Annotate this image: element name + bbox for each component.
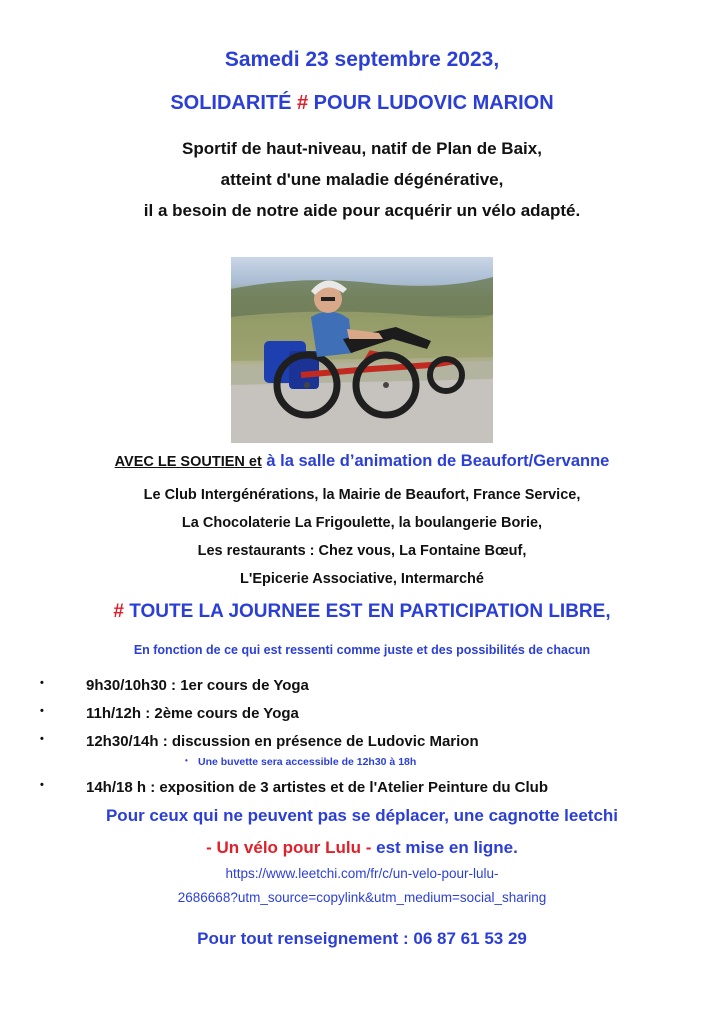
bullet-icon: • <box>40 733 44 745</box>
bullet-icon: • <box>40 779 44 791</box>
contact-line: Pour tout renseignement : 06 87 61 53 29 <box>197 929 527 948</box>
program-item-text: 14h/18 h : exposition de 3 artistes et de l'Atelier Peinture du Club <box>86 779 549 796</box>
title-suffix: POUR LUDOVIC MARION <box>308 92 554 114</box>
leetchi-campaign <box>0 838 724 858</box>
venue-text: à la salle d’animation de Beaufort/Gervanne <box>261 452 610 470</box>
sponsor-line: L'Epicerie Associative, Intermarché <box>240 571 484 587</box>
page-title <box>0 92 724 115</box>
participation-heading <box>0 601 724 623</box>
bullet-icon: • <box>40 705 44 717</box>
intro-line: il a besoin de notre aide pour acquérir un vélo adapté. <box>143 201 581 220</box>
bullet-icon: • <box>40 677 44 689</box>
sponsor-line: Le Club Intergénérations, la Mairie de Beaufort, France Service, <box>143 487 581 503</box>
event-date: Samedi 23 septembre 2023, <box>224 48 500 71</box>
program-item-text: 9h30/10h30 : 1er cours de Yoga <box>86 677 309 694</box>
cyclist-illustration <box>231 257 493 443</box>
leetchi-link[interactable]: 2686668?utm_source=copylink&utm_medium=social_sharing <box>177 890 547 905</box>
support-label: AVEC LE SOUTIEN et <box>114 454 262 470</box>
support-line <box>0 452 724 471</box>
intro-line: Sportif de haut-niveau, natif de Plan de Baix, <box>182 139 542 158</box>
sponsor-line: Les restaurants : Chez vous, La Fontaine Bœuf, <box>197 543 527 559</box>
sponsor-line: La Chocolaterie La Frigoulette, la boulangerie Borie, <box>181 515 543 531</box>
program-item-text: 11h/12h : 2ème cours de Yoga <box>86 705 299 722</box>
participation-subtitle: En fonction de ce qui est ressenti comme juste et des possibilités de chacun <box>133 643 591 657</box>
participation-title: TOUTE LA JOURNEE EST EN PARTICIPATION LIBRE, <box>123 601 611 622</box>
bullet-icon: • <box>185 756 188 765</box>
recumbent-trike-photo <box>231 257 493 443</box>
campaign-suffix: est mise en ligne. <box>371 838 518 857</box>
program-item-text: 12h30/14h : discussion en présence de Ludovic Marion <box>86 733 479 750</box>
intro-line: atteint d'une maladie dégénérative, <box>220 170 504 189</box>
leetchi-intro: Pour ceux qui ne peuvent pas se déplacer, une cagnotte leetchi <box>105 806 619 825</box>
leetchi-link[interactable]: https://www.leetchi.com/fr/c/un-velo-pour-lulu- <box>225 866 499 881</box>
program-sub-item-text: Une buvette sera accessible de 12h30 à 18h <box>198 756 417 768</box>
campaign-name: - Un vélo pour Lulu - <box>206 838 372 857</box>
hash-symbol: # <box>296 92 309 114</box>
title-prefix: SOLIDARITÉ <box>170 92 297 114</box>
hash-symbol: # <box>113 601 124 622</box>
